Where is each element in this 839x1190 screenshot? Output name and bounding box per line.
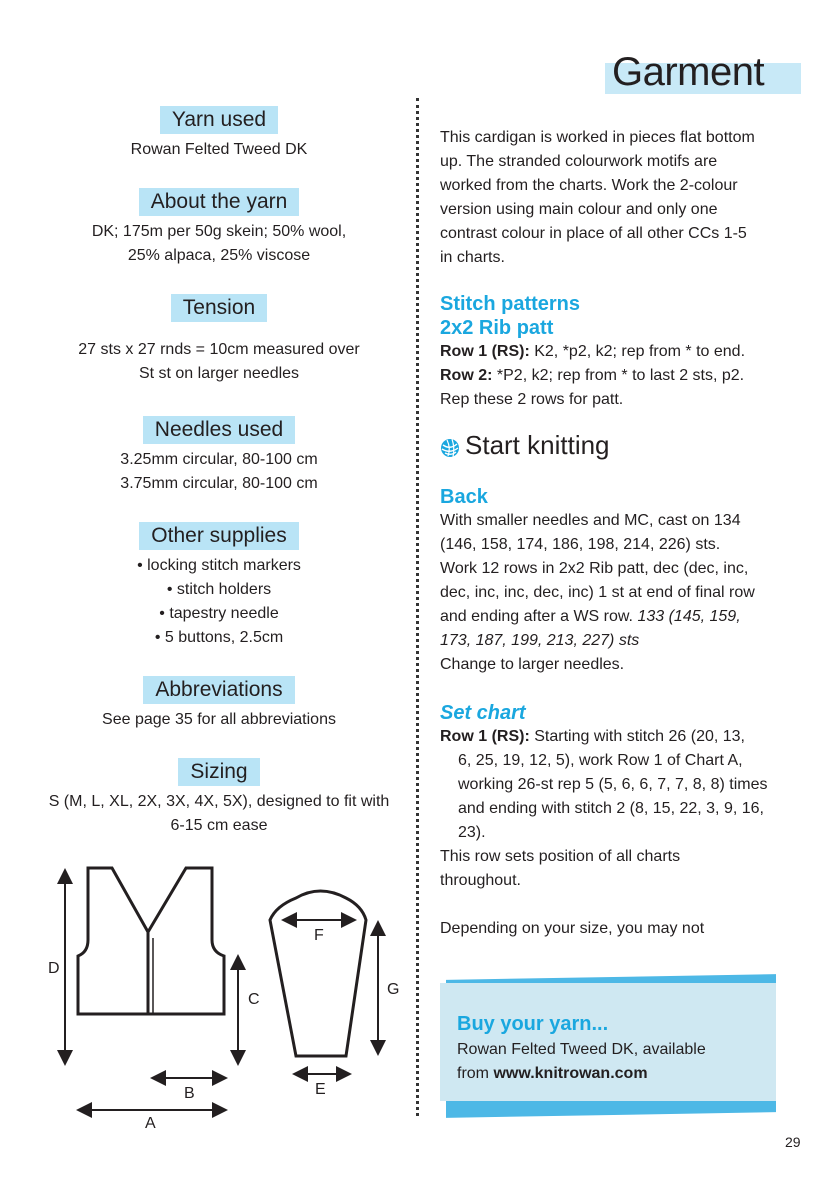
needles-section [18,416,420,496]
intro-line: worked from the charts. Work the 2-colour [440,177,738,194]
abbreviations-text: See page 35 for all abbreviations [102,711,336,728]
set-chart-line: and ending with stitch 2 (8, 15, 22, 3, 9, 16, [458,800,764,817]
back-section [440,485,780,677]
buy-heading: Buy your yarn... [457,1013,609,1035]
back-line: (146, 158, 174, 186, 198, 214, 226) sts. [440,536,721,553]
supply-item-text: stitch holders [176,581,272,598]
intro-paragraph [440,126,780,270]
rep-text: Rep these 2 rows for patt. [440,391,624,408]
sets-line: This row sets position of all charts [440,848,681,865]
back-text: and ending after a WS row. [440,608,638,625]
supply-item-text: locking stitch markers [147,557,301,574]
intro-line: This cardigan is worked in pieces flat bottom [440,129,755,146]
label-f: F [314,927,324,944]
buy-line: Rowan Felted Tweed DK, available [457,1041,706,1058]
abbreviations-section [18,676,420,732]
yarn-used-heading: Yarn used [160,106,278,134]
intro-line: in charts. [440,249,505,266]
body-outline [78,868,224,1014]
needles-line2: 3.75mm circular, 80-100 cm [120,475,318,492]
back-line: Work 12 rows in 2x2 Rib patt, dec (dec, inc, [440,560,749,577]
back-line [440,605,780,629]
schematic-diagram [0,850,420,1140]
abbreviations-heading: Abbreviations [143,676,294,704]
supplies-section [18,522,420,650]
stitch-count: 173, 187, 199, 213, 227) sts [440,632,640,649]
tension-line1: 27 sts x 27 rnds = 10cm measured over [78,341,360,358]
set-chart-row1 [440,725,780,749]
row-text: *P2, k2; rep from * to last 2 sts, p2. [492,367,745,384]
supply-item [18,578,420,602]
yarn-used-text: Rowan Felted Tweed DK [130,141,308,158]
label-d: D [48,960,60,977]
rib-row2 [440,364,780,388]
intro-line: version using main colour and only one [440,201,718,218]
label-c: C [248,991,260,1008]
label-b: B [184,1085,195,1102]
needles-line1: 3.25mm circular, 80-100 cm [120,451,318,468]
buy-text [457,1038,777,1086]
rib-heading: 2x2 Rib patt [440,317,554,339]
label-a: A [145,1115,156,1132]
about-yarn-heading: About the yarn [139,188,300,216]
label-g: G [387,981,400,998]
sizing-line2: 6-15 cm ease [170,817,268,834]
back-line [440,629,780,653]
yarn-used-section [18,106,420,162]
back-line: dec, inc, inc, dec, inc) 1 st at end of final row [440,584,755,601]
set-chart-heading: Set chart [440,702,526,724]
sizing-section [18,758,420,838]
supply-item [18,602,420,626]
supply-item [18,626,420,650]
set-chart-line: 6, 25, 19, 12, 5), work Row 1 of Chart A, [458,752,743,769]
tension-section [18,294,420,386]
column-divider [416,98,419,1116]
row-label: Row 1 (RS): [440,343,530,360]
sets-line: throughout. [440,872,521,889]
row-label: Row 2: [440,367,493,384]
stitch-patterns-section [440,292,780,412]
supply-item-text: tapestry needle [169,605,279,622]
back-heading: Back [440,486,488,508]
buy-yarn-box [440,983,776,1101]
about-yarn-line1: DK; 175m per 50g skein; 50% wool, [91,223,347,240]
sizing-line1: S (M, L, XL, 2X, 3X, 4X, 5X), designed to fit with [48,793,390,810]
set-chart-line: 23). [458,824,486,841]
page-title: Garment [612,50,765,94]
intro-line: up. The stranded colourwork motifs are [440,153,718,170]
back-line: With smaller needles and MC, cast on 134 [440,512,741,529]
sleeve-outline [270,891,366,1056]
stitch-count: 133 (145, 159, [637,608,741,625]
row-text: K2, *p2, k2; rep from * to end. [529,343,746,360]
tension-heading: Tension [171,294,267,322]
sizing-heading: Sizing [178,758,259,786]
buy-line [457,1062,777,1086]
row-label: Row 1 (RS): [440,728,530,745]
needles-heading: Needles used [143,416,295,444]
back-line: Change to larger needles. [440,656,625,673]
about-yarn-line2: 25% alpaca, 25% viscose [127,247,311,264]
row-text: Starting with stitch 26 (20, 13, [529,728,745,745]
about-yarn-section [18,188,420,268]
yarn-ball-icon [440,438,460,458]
set-chart-line: working 26-st rep 5 (5, 6, 6, 7, 7, 8, 8) times [458,776,768,793]
supplies-heading: Other supplies [139,522,298,550]
page-number: 29 [785,1134,801,1150]
supply-item [18,554,420,578]
depending-text: Depending on your size, you may not [440,920,705,937]
buy-prefix: from [457,1065,494,1082]
stitch-patterns-heading: Stitch patterns [440,293,581,315]
buy-url-link[interactable]: www.knitrowan.com [493,1065,648,1082]
set-chart-section [440,701,780,941]
label-e: E [315,1081,326,1098]
supply-item-text: 5 buttons, 2.5cm [164,629,284,646]
tension-line2: St st on larger needles [138,365,300,382]
start-knitting-heading: Start knitting [465,430,610,460]
rib-row1 [440,340,780,364]
intro-line: contrast colour in place of all other CCs 1-5 [440,225,747,242]
